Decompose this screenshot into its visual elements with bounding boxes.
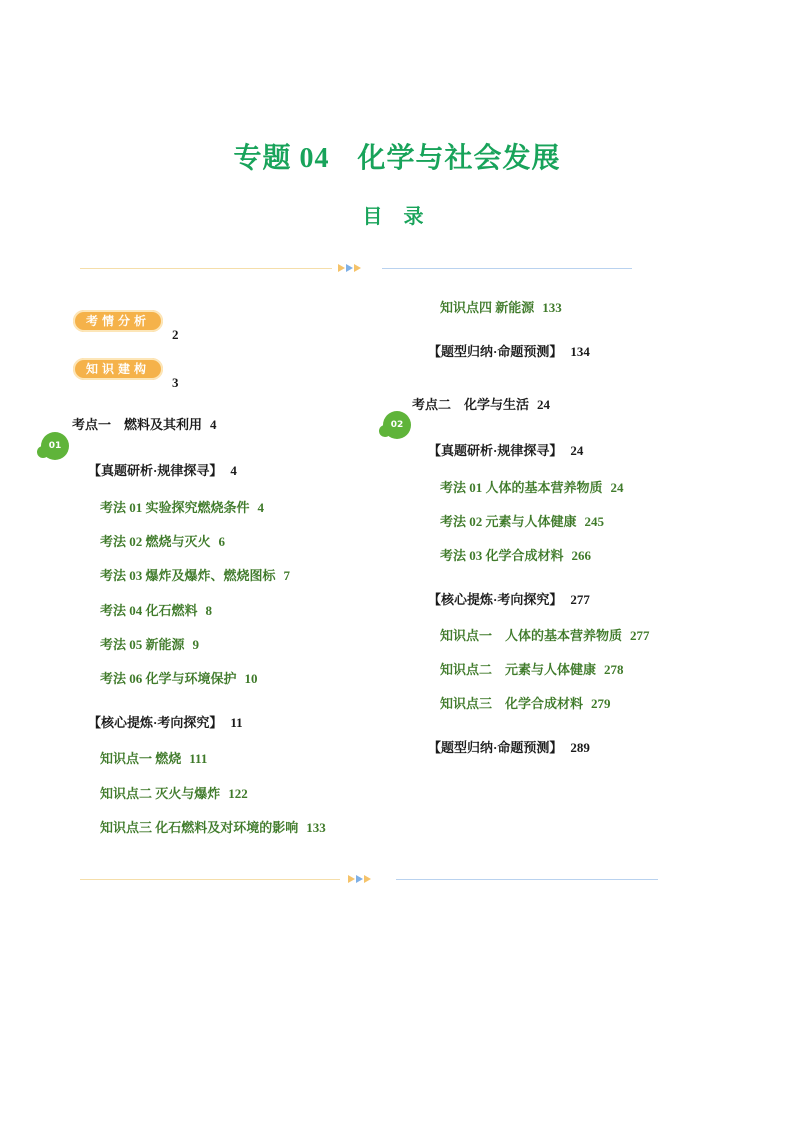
page-title bbox=[0, 136, 794, 176]
toc-item[interactable]: 知识点二 元素与人体健康 278 bbox=[440, 662, 624, 677]
toc-item[interactable]: 考法 03 化学合成材料 266 bbox=[440, 548, 592, 563]
toc-item[interactable]: 知识点三 化学合成材料 279 bbox=[440, 696, 611, 711]
toc-item[interactable]: 考法 06 化学与环境保护 10 bbox=[100, 671, 258, 686]
toc-item[interactable]: 考法 02 元素与人体健康 245 bbox=[440, 514, 605, 529]
bottom-divider bbox=[80, 874, 660, 886]
top-divider bbox=[80, 263, 640, 275]
toc-section-2[interactable]: 考点二 化学与生活 24 bbox=[412, 397, 551, 412]
toc-group-1-2[interactable]: 【核心提炼·考向探究】 11 bbox=[88, 715, 243, 730]
toc-group-2-3[interactable]: 【题型归纳·命题预测】 289 bbox=[428, 740, 590, 755]
title-prefix: 专题 04 bbox=[233, 143, 330, 174]
title-main: 化学与社会发展 bbox=[357, 143, 561, 174]
topic-01-icon: 01 bbox=[41, 432, 69, 460]
exam-analysis-page: 2 bbox=[172, 327, 179, 342]
toc-item[interactable]: 考法 01 实验探究燃烧条件 4 bbox=[100, 500, 265, 515]
toc-item[interactable]: 考法 04 化石燃料 8 bbox=[100, 603, 213, 618]
toc-item[interactable]: 考法 03 爆炸及爆炸、燃烧图标 7 bbox=[100, 568, 291, 583]
toc-group-1-1[interactable]: 【真题研析·规律探寻】 4 bbox=[88, 463, 237, 478]
topic-02-icon: 02 bbox=[383, 411, 411, 439]
toc-item[interactable]: 知识点三 化石燃料及对环境的影响 133 bbox=[100, 820, 326, 835]
knowledge-map-badge[interactable]: 知识建构 bbox=[73, 358, 163, 380]
toc-heading: 目 录 bbox=[362, 206, 432, 228]
toc-group-0-r[interactable]: 【题型归纳·命题预测】 134 bbox=[428, 344, 590, 359]
toc-item[interactable]: 知识点二 灭火与爆炸 122 bbox=[100, 786, 248, 801]
toc-item[interactable]: 知识点四 新能源 133 bbox=[440, 300, 562, 315]
toc-item[interactable]: 知识点一 人体的基本营养物质 277 bbox=[440, 628, 650, 643]
toc-item[interactable]: 考法 02 燃烧与灭火 6 bbox=[100, 534, 226, 549]
toc-group-2-2[interactable]: 【核心提炼·考向探究】 277 bbox=[428, 592, 590, 607]
toc-group-2-1[interactable]: 【真题研析·规律探寻】 24 bbox=[428, 443, 584, 458]
toc-item[interactable]: 考法 05 新能源 9 bbox=[100, 637, 200, 652]
toc-section-1[interactable]: 考点一 燃料及其利用 4 bbox=[72, 417, 217, 432]
toc-item[interactable]: 知识点一 燃烧 111 bbox=[100, 751, 208, 766]
toc-item[interactable]: 考法 01 人体的基本营养物质 24 bbox=[440, 480, 624, 495]
knowledge-map-page: 3 bbox=[172, 375, 179, 390]
exam-analysis-badge[interactable]: 考情分析 bbox=[73, 310, 163, 332]
